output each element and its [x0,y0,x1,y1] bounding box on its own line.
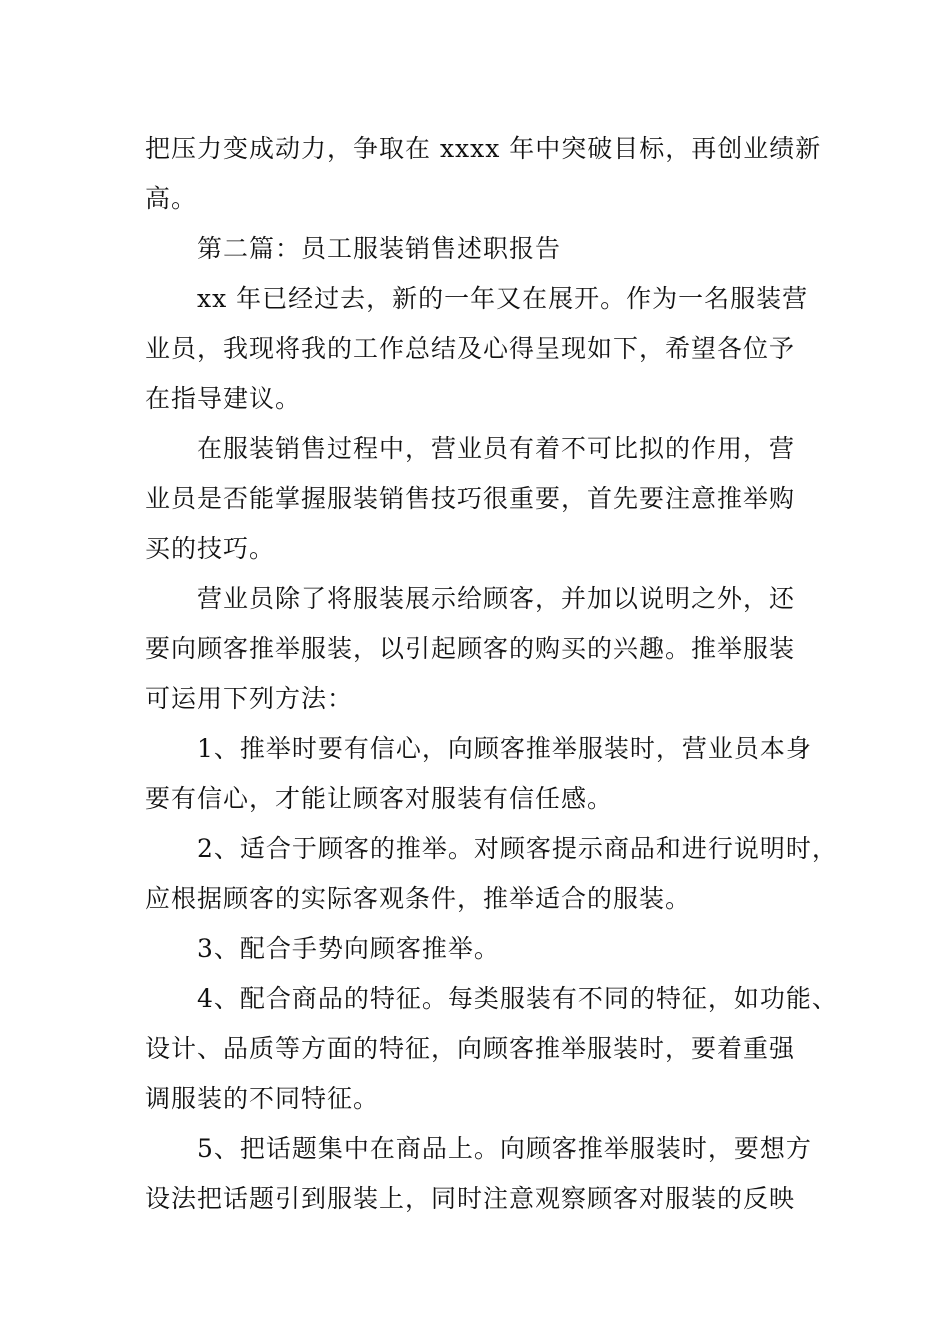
text-line: 调服装的不同特征。 [145,1084,380,1113]
text-line: 要有信心，才能让顾客对服装有信任感。 [145,784,614,813]
text-line: xx 年已经过去，新的一年又在展开。作为一名服装营 [197,284,809,313]
list-item-1 [145,724,815,824]
text-line: 要向顾客推举服装，以引起顾客的购买的兴趣。推举服装 [145,634,796,663]
text-line: 2、适合于顾客的推举。对顾客提示商品和进行说明时， [197,834,838,863]
text-line: 4、配合商品的特征。每类服装有不同的特征，如功能、 [197,984,838,1013]
text-line: 1、推举时要有信心，向顾客推举服装时，营业员本身 [197,734,812,763]
text-line: 买的技巧。 [145,534,276,563]
list-item-3 [145,924,815,974]
text-line: 可运用下列方法： [145,684,354,713]
list-item-4 [145,974,838,1124]
text-line: 营业员除了将服装展示给顾客，并加以说明之外，还 [197,584,796,613]
text-line: 5、把话题集中在商品上。向顾客推举服装时，要想方 [197,1134,812,1163]
text-line: 设法把话题引到服装上，同时注意观察顾客对服装的反映 [145,1184,796,1213]
text-line: 把压力变成动力，争取在 xxxx 年中突破目标，再创业绩新 [145,134,822,163]
paragraph-role [145,424,815,574]
list-item-2 [145,824,838,924]
text-line: 3、配合手势向顾客推举。 [197,934,500,963]
text-line: 在服装销售过程中，营业员有着不可比拟的作用，营 [197,434,796,463]
document-body [145,124,838,1224]
section-title: 第二篇：员工服装销售述职报告 [197,234,562,263]
paragraph-methods-intro [145,574,815,724]
section-heading [145,224,815,274]
text-line: 业员，我现将我的工作总结及心得呈现如下，希望各位予 [145,334,796,363]
text-line: 高。 [145,184,198,213]
text-line: 业员是否能掌握服装销售技巧很重要，首先要注意推举购 [145,484,796,513]
paragraph-conclusion [145,124,822,224]
list-item-5 [145,1124,815,1224]
paragraph-intro [145,274,815,424]
text-line: 设计、品质等方面的特征，向顾客推举服装时，要着重强 [145,1034,796,1063]
text-line: 在指导建议。 [145,384,302,413]
text-line: 应根据顾客的实际客观条件，推举适合的服装。 [145,884,692,913]
